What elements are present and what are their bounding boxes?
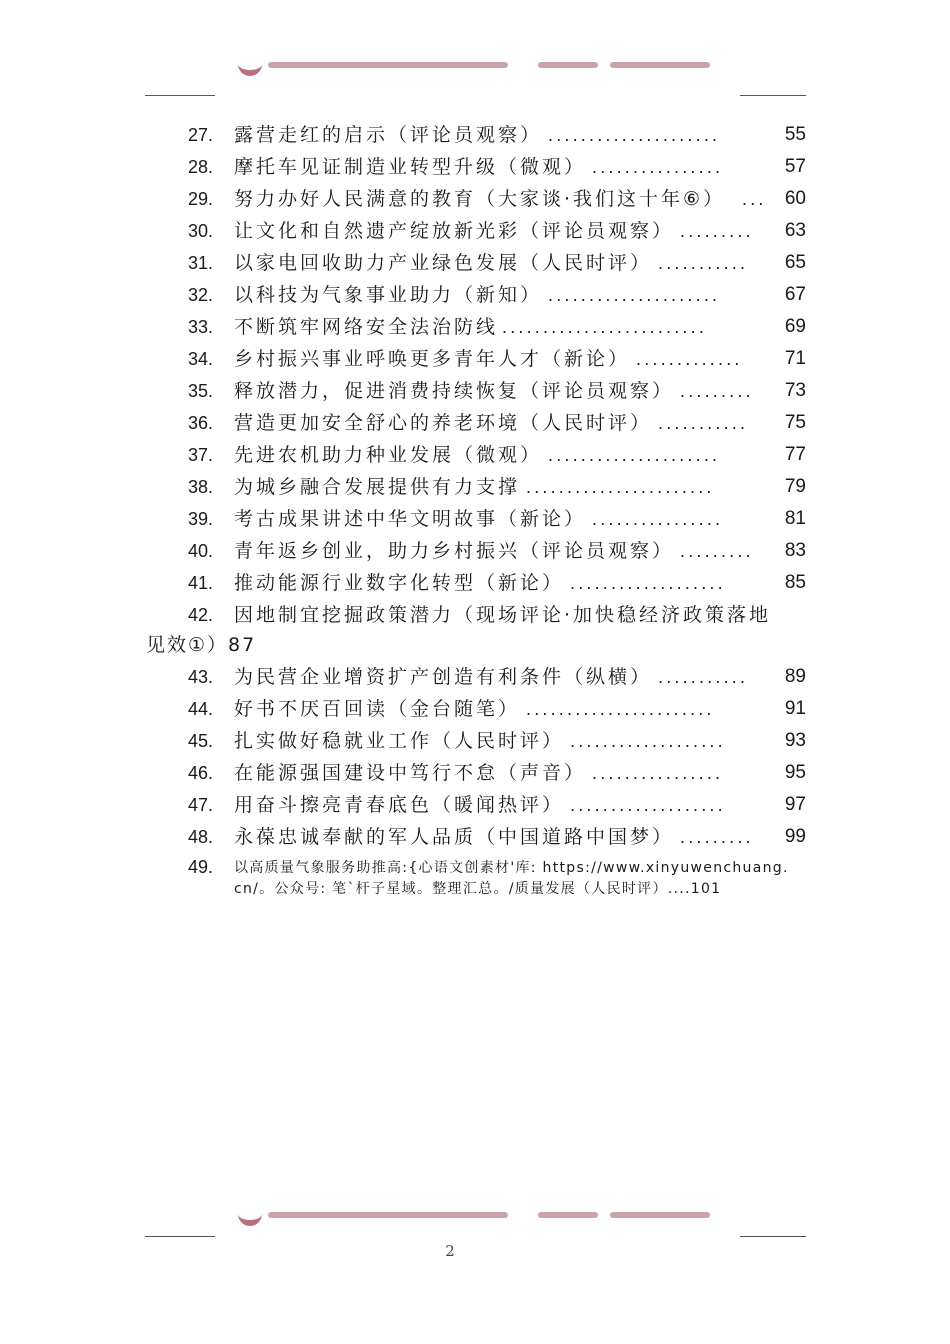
toc-title: 露营走红的启示（评论员观察） (234, 124, 543, 146)
toc-number: 37. (188, 445, 214, 465)
toc-page: 60 (784, 188, 806, 209)
toc-leader: ..................... (548, 445, 721, 465)
toc-leader: ................... (570, 731, 726, 751)
toc-title: 释放潜力，促进消费持续恢复（评论员观察） (234, 380, 675, 402)
toc-page: 91 (784, 698, 806, 719)
toc-title: 乡村振兴事业呼唤更多青年人才（新论） (234, 348, 631, 370)
toc-page: 79 (784, 476, 806, 497)
toc-page: 69 (784, 316, 806, 337)
toc-number: 45. (188, 731, 214, 751)
toc-number: 30. (188, 221, 214, 241)
toc-title: 营造更加安全舒心的养老环境（人民时评） (234, 412, 653, 434)
toc-leader: ..................... (548, 285, 721, 305)
toc-leader: ................ (592, 763, 724, 783)
toc-title: 努力办好人民满意的教育（大家谈·我们这十年⑥） (234, 188, 726, 210)
footer-rule-left (145, 1236, 215, 1237)
toc-number: 47. (188, 795, 214, 815)
toc-page: 93 (784, 730, 806, 751)
toc-number: 49. (188, 857, 214, 877)
toc-leader: ............. (636, 349, 743, 369)
toc-number: 46. (188, 763, 214, 783)
toc-title-continuation: 见效①）87 (146, 634, 257, 656)
toc-number: 48. (188, 827, 214, 847)
toc-leader: ....................... (526, 477, 715, 497)
toc-page: 57 (784, 156, 806, 177)
footer-watermark (238, 1212, 712, 1226)
toc-leader: ................ (592, 509, 724, 529)
toc-page: 83 (784, 540, 806, 561)
toc-leader: ........... (658, 253, 749, 273)
footer-rule-right (740, 1236, 806, 1237)
toc-leader: ..................... (548, 125, 721, 145)
toc-number: 41. (188, 573, 214, 593)
toc-page: 85 (784, 572, 806, 593)
toc-title: 好书不厌百回读（金台随笔） (234, 698, 521, 720)
page-number: 2 (445, 1242, 455, 1260)
watermark-bar (268, 1212, 508, 1218)
toc-title: 不断筑牢网络安全法治防线 (234, 316, 499, 338)
toc-leader: ........... (658, 413, 749, 433)
toc-page: 55 (784, 124, 806, 145)
toc-page: 71 (784, 348, 806, 369)
toc-page: 97 (784, 794, 806, 815)
toc-title: 推动能源行业数字化转型（新论） (234, 572, 565, 594)
toc-number: 44. (188, 699, 214, 719)
toc-number: 43. (188, 667, 214, 687)
toc-leader: ......... (680, 221, 754, 241)
toc-number: 31. (188, 253, 214, 273)
toc-title: 在能源强国建设中笃行不怠（声音） (234, 762, 587, 784)
toc-leader: ......... (680, 827, 754, 847)
toc-title: 摩托车见证制造业转型升级（微观） (234, 156, 587, 178)
toc-number: 42. (188, 605, 214, 625)
toc-page: 63 (784, 220, 806, 241)
toc-title: 扎实做好稳就业工作（人民时评） (234, 730, 565, 752)
toc-page: 75 (784, 412, 806, 433)
toc-number: 29. (188, 189, 214, 209)
toc-number: 27. (188, 125, 214, 145)
toc-leader: ................ (592, 157, 724, 177)
toc-number: 32. (188, 285, 214, 305)
toc-title: 以科技为气象事业助力（新知） (234, 284, 543, 306)
toc-title: 以家电回收助力产业绿色发展（人民时评） (234, 252, 653, 274)
toc-leader: ........... (658, 667, 749, 687)
watermark-bar (538, 1212, 598, 1218)
toc-title: 考古成果讲述中华文明故事（新论） (234, 508, 587, 530)
toc-page: 73 (784, 380, 806, 401)
logo-icon (238, 1212, 262, 1226)
toc-leader: ................... (570, 573, 726, 593)
toc-number: 35. (188, 381, 214, 401)
toc-entry-line: cn/。公众号: 笔`杆子星域。整理汇总。/质量发展（人民时评）....101 (234, 881, 722, 897)
toc-page: 99 (784, 826, 806, 847)
watermark-bar (610, 1212, 710, 1218)
toc-number: 33. (188, 317, 214, 337)
toc-page: 89 (784, 666, 806, 687)
toc-page: 81 (784, 508, 806, 529)
toc-title: 永葆忠诚奉献的军人品质（中国道路中国梦） (234, 826, 675, 848)
toc-leader: ....................... (526, 699, 715, 719)
toc-number: 40. (188, 541, 214, 561)
toc-title: 为民营企业增资扩产创造有利条件（纵横） (234, 666, 653, 688)
toc-leader: ................... (570, 795, 726, 815)
toc-number: 28. (188, 157, 214, 177)
toc-number: 39. (188, 509, 214, 529)
toc-title: 用奋斗擦亮青春底色（暖闻热评） (234, 794, 565, 816)
toc-title: 因地制宜挖掘政策潜力（现场评论·加快稳经济政策落地 (234, 604, 772, 626)
toc-number: 38. (188, 477, 214, 497)
toc-leader: ......................... (502, 317, 708, 337)
toc-entry-line: 以高质量气象服务助推高:{心语文创素材'库: https://www.xinyuwenchuang. (234, 860, 789, 876)
toc-leader: ......... (680, 381, 754, 401)
toc-page: 65 (784, 252, 806, 273)
toc-leader: ... (742, 189, 767, 209)
toc-page: 95 (784, 762, 806, 783)
toc-page: 77 (784, 444, 806, 465)
toc-number: 34. (188, 349, 214, 369)
toc-number: 36. (188, 413, 214, 433)
toc-title: 让文化和自然遗产绽放新光彩（评论员观察） (234, 220, 675, 242)
toc-leader: ......... (680, 541, 754, 561)
toc-page: 67 (784, 284, 806, 305)
toc-title: 青年返乡创业，助力乡村振兴（评论员观察） (234, 540, 675, 562)
toc-title: 先进农机助力种业发展（微观） (234, 444, 543, 466)
toc-title: 为城乡融合发展提供有力支撑 (234, 476, 521, 498)
